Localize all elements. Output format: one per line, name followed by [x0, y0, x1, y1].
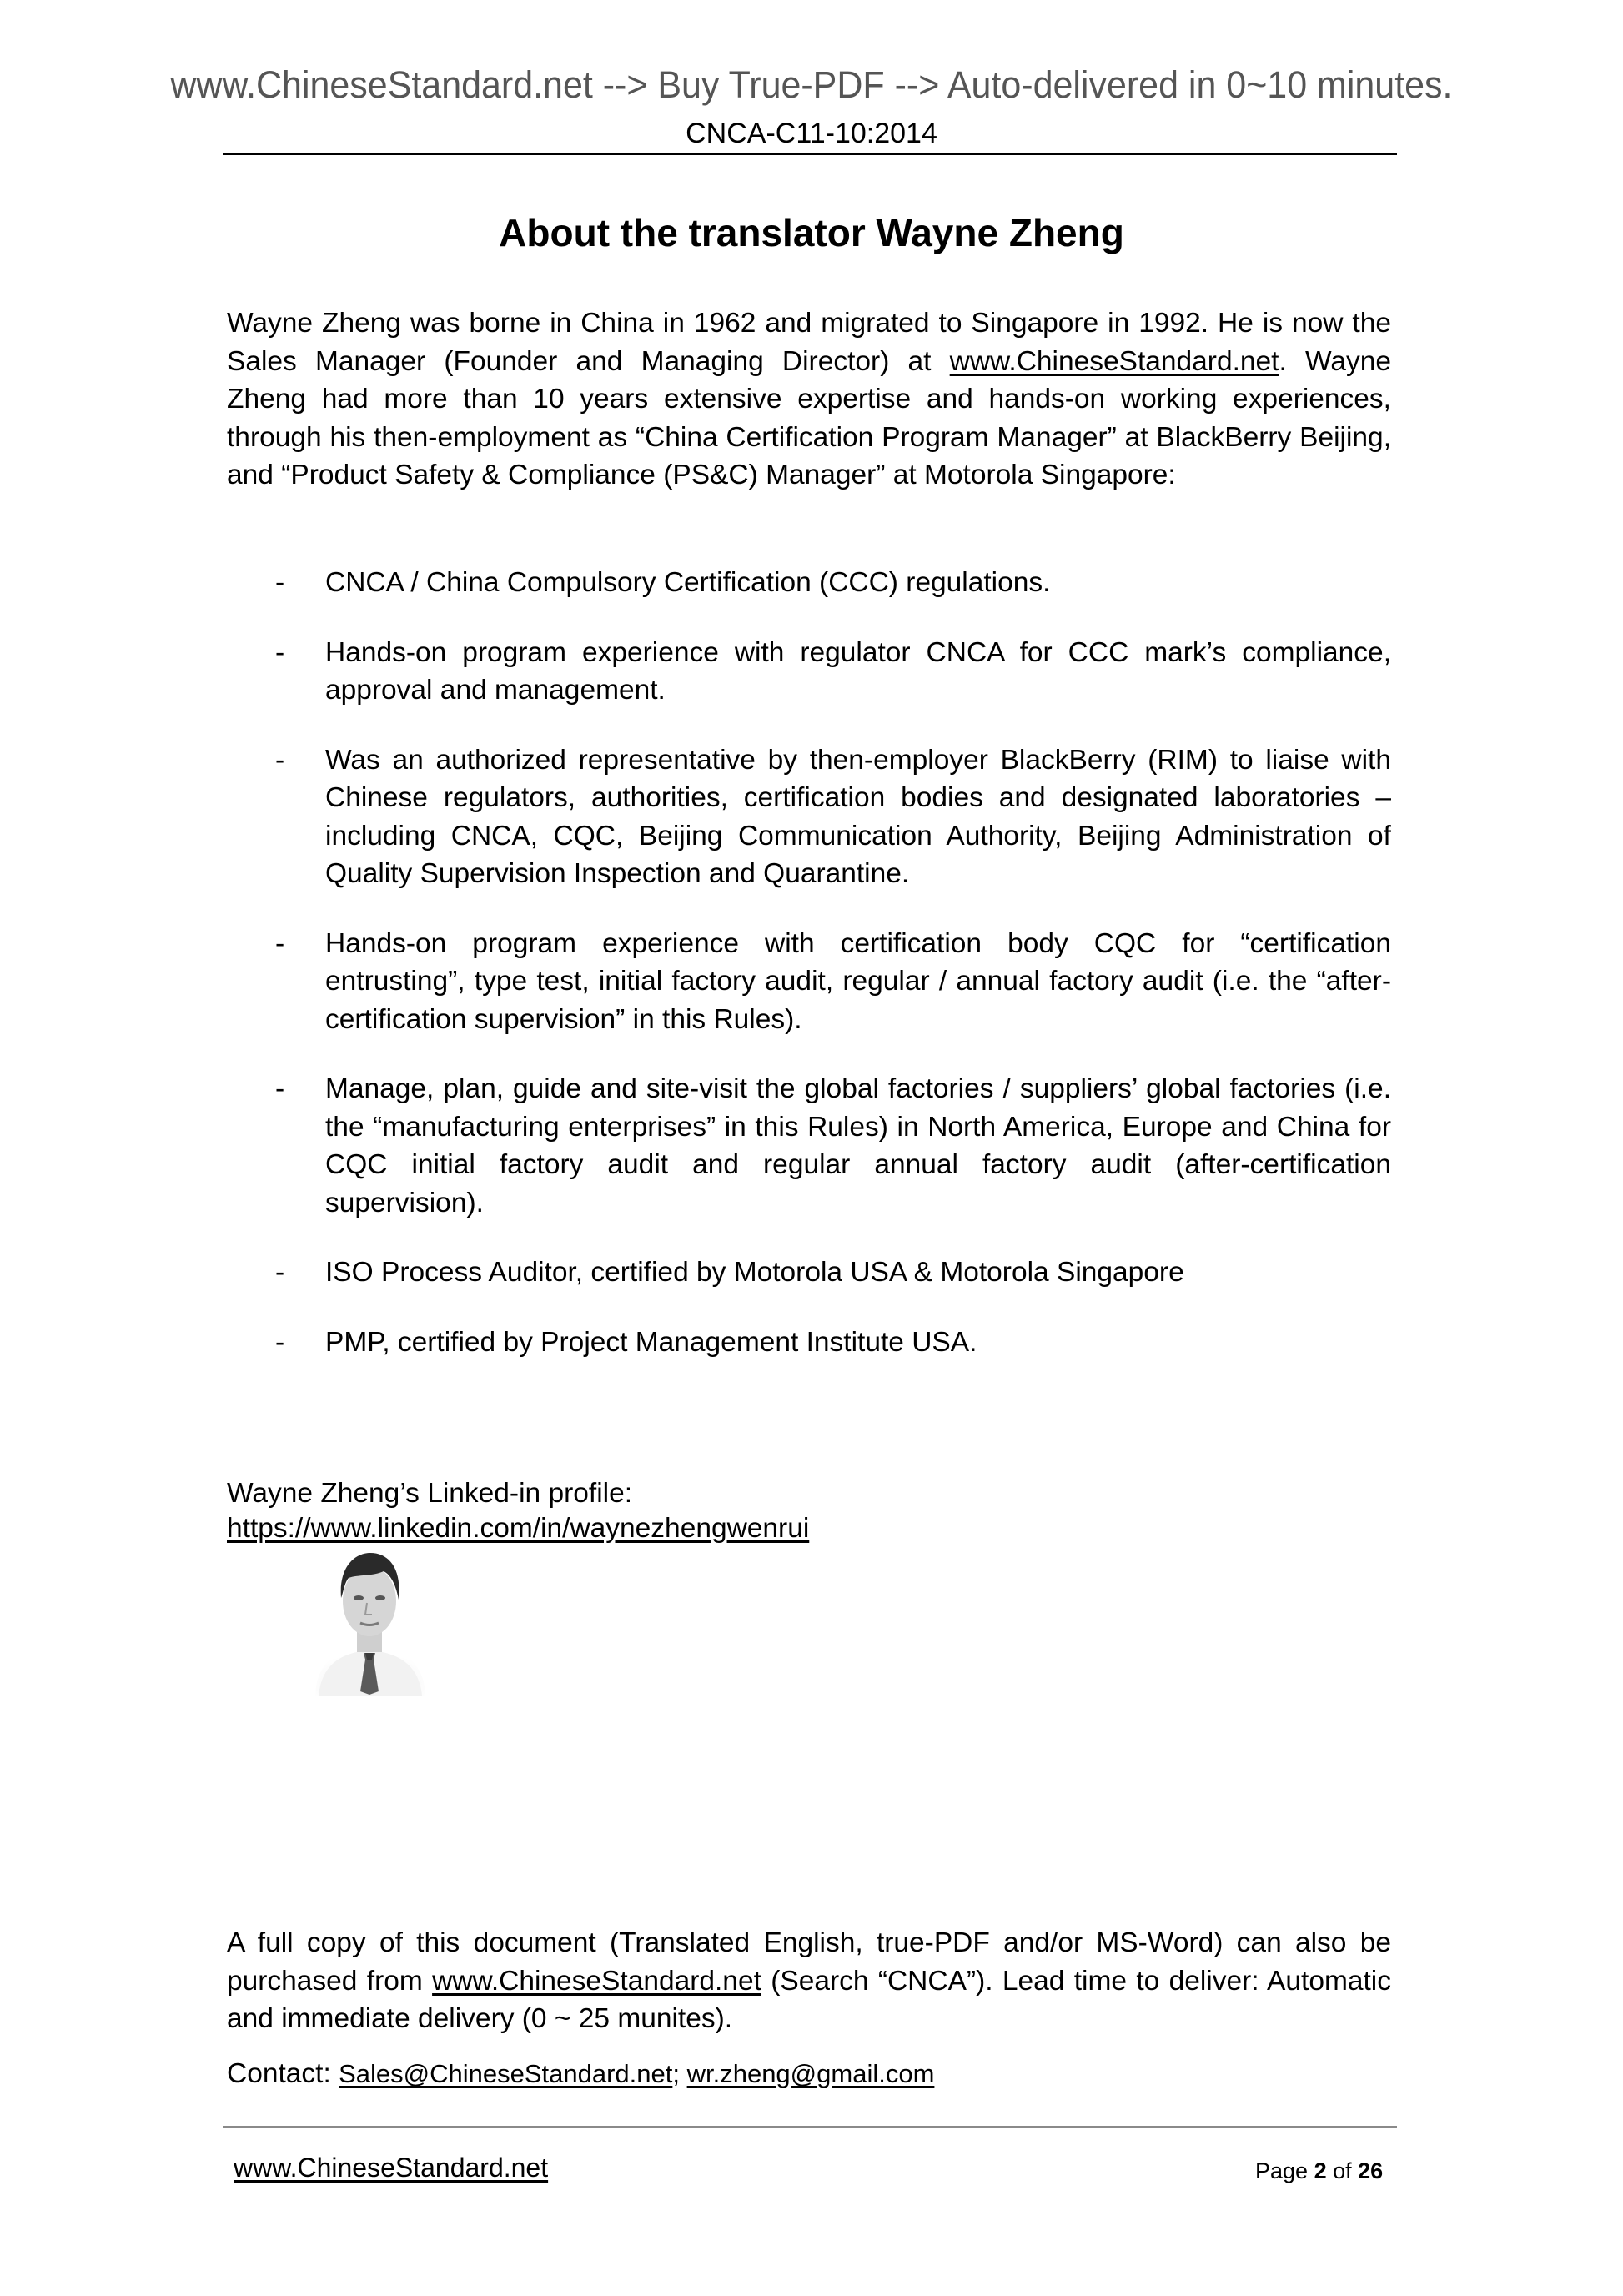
header-divider	[223, 153, 1397, 155]
dash-bullet-icon: -	[275, 636, 285, 668]
list-item	[227, 564, 1391, 602]
contact-line	[227, 2055, 1391, 2093]
intro-text-1: Wayne Zheng was borne in China in 1962 and migrated to Singapore in 1992. He is now the Sales Manager (Founder and Managing Director) at	[227, 308, 1391, 377]
list-item-text: Hands-on program experience with regulator CNCA for CCC mark’s compliance, approval and management.	[325, 636, 1391, 706]
portrait-image-icon	[307, 1550, 432, 1696]
footer-site-link[interactable]: www.ChineseStandard.net	[234, 2153, 549, 2183]
footer-divider	[223, 2126, 1397, 2128]
list-item	[227, 1254, 1391, 1292]
linkedin-label: Wayne Zheng’s Linked-in profile:	[227, 1478, 633, 1509]
list-item	[227, 1070, 1391, 1222]
sales-email-link[interactable]: Sales@ChineseStandard.net	[339, 2059, 673, 2088]
list-item	[227, 634, 1391, 710]
dash-bullet-icon: -	[275, 1257, 285, 1288]
dash-bullet-icon: -	[275, 567, 285, 598]
dash-bullet-icon: -	[275, 744, 285, 776]
list-item	[227, 1324, 1391, 1362]
list-item-text: Hands-on program experience with certification body CQC for “certification entrusting”, type test, initial factory audit, regular / annual factory audit (i.e. the “after-certification supervision” in this Rules).	[325, 927, 1391, 1035]
top-banner: www.ChineseStandard.net --> Buy True-PDF --> Auto-delivered in 0~10 minutes.	[170, 63, 1453, 106]
dash-bullet-icon: -	[275, 1326, 285, 1358]
document-code: CNCA-C11-10:2014	[686, 118, 937, 149]
contact-label: Contact:	[227, 2058, 339, 2089]
dash-bullet-icon: -	[275, 927, 285, 959]
intro-text-2: . Wayne Zheng had more than 10 years extensive expertise and hands-on working experiences, through his then-employment as “China Certification Program Manager” at BlackBerry Beijing, and “Product Safety & Compliance (PS&C) Manager” at Motorola Singapore:	[227, 345, 1391, 490]
purchase-site-link[interactable]: www.ChineseStandard.net	[432, 1965, 761, 1997]
list-item	[227, 741, 1391, 893]
experience-list	[227, 564, 1391, 1393]
page-title: About the translator Wayne Zheng	[499, 211, 1124, 254]
personal-email-link[interactable]: wr.zheng@gmail.com	[686, 2059, 935, 2088]
linkedin-profile-link[interactable]: https://www.linkedin.com/in/waynezhengwenrui	[227, 1513, 810, 1544]
intro-site-link[interactable]: www.ChineseStandard.net	[949, 345, 1279, 377]
intro-paragraph	[227, 304, 1391, 495]
list-item-text: Was an authorized representative by then-employer BlackBerry (RIM) to liaise with Chinese regulators, authorities, certification bodies and designated laboratories – including CNCA, CQC, Beijing Communication Authority, Beijing Administration of Quality Supervision Inspection and Quarantine.	[325, 744, 1391, 889]
page-prefix: Page	[1255, 2158, 1314, 2183]
page-number	[1255, 2158, 1383, 2184]
purchase-text-2: (Search “CNCA”). Lead time to deliver: Automatic and immediate delivery (0 ~ 25 munites).	[227, 1965, 1391, 2034]
total-pages: 26	[1358, 2158, 1384, 2183]
purchase-paragraph	[227, 1924, 1391, 2038]
list-item-text: CNCA / China Compulsory Certification (CCC) regulations.	[325, 567, 1051, 598]
page-of: of	[1326, 2158, 1359, 2183]
list-item-text: Manage, plan, guide and site-visit the global factories / suppliers’ global factories (i.e. the “manufacturing enterprises” in this Rules) in North America, Europe and China for CQC initial factory audit and regular annual factory audit (after-certification supervision).	[325, 1073, 1391, 1218]
list-item-text: ISO Process Auditor, certified by Motorola USA & Motorola Singapore	[325, 1257, 1184, 1288]
current-page: 2	[1314, 2158, 1327, 2183]
purchase-text-1: A full copy of this document (Translated English, true-PDF and/or MS-Word) can also be purchased from	[227, 1927, 1391, 1997]
list-item-text: PMP, certified by Project Management Institute USA.	[325, 1326, 977, 1358]
dash-bullet-icon: -	[275, 1073, 285, 1104]
translator-photo	[307, 1550, 432, 1696]
list-item	[227, 925, 1391, 1039]
contact-separator: ;	[672, 2059, 687, 2088]
